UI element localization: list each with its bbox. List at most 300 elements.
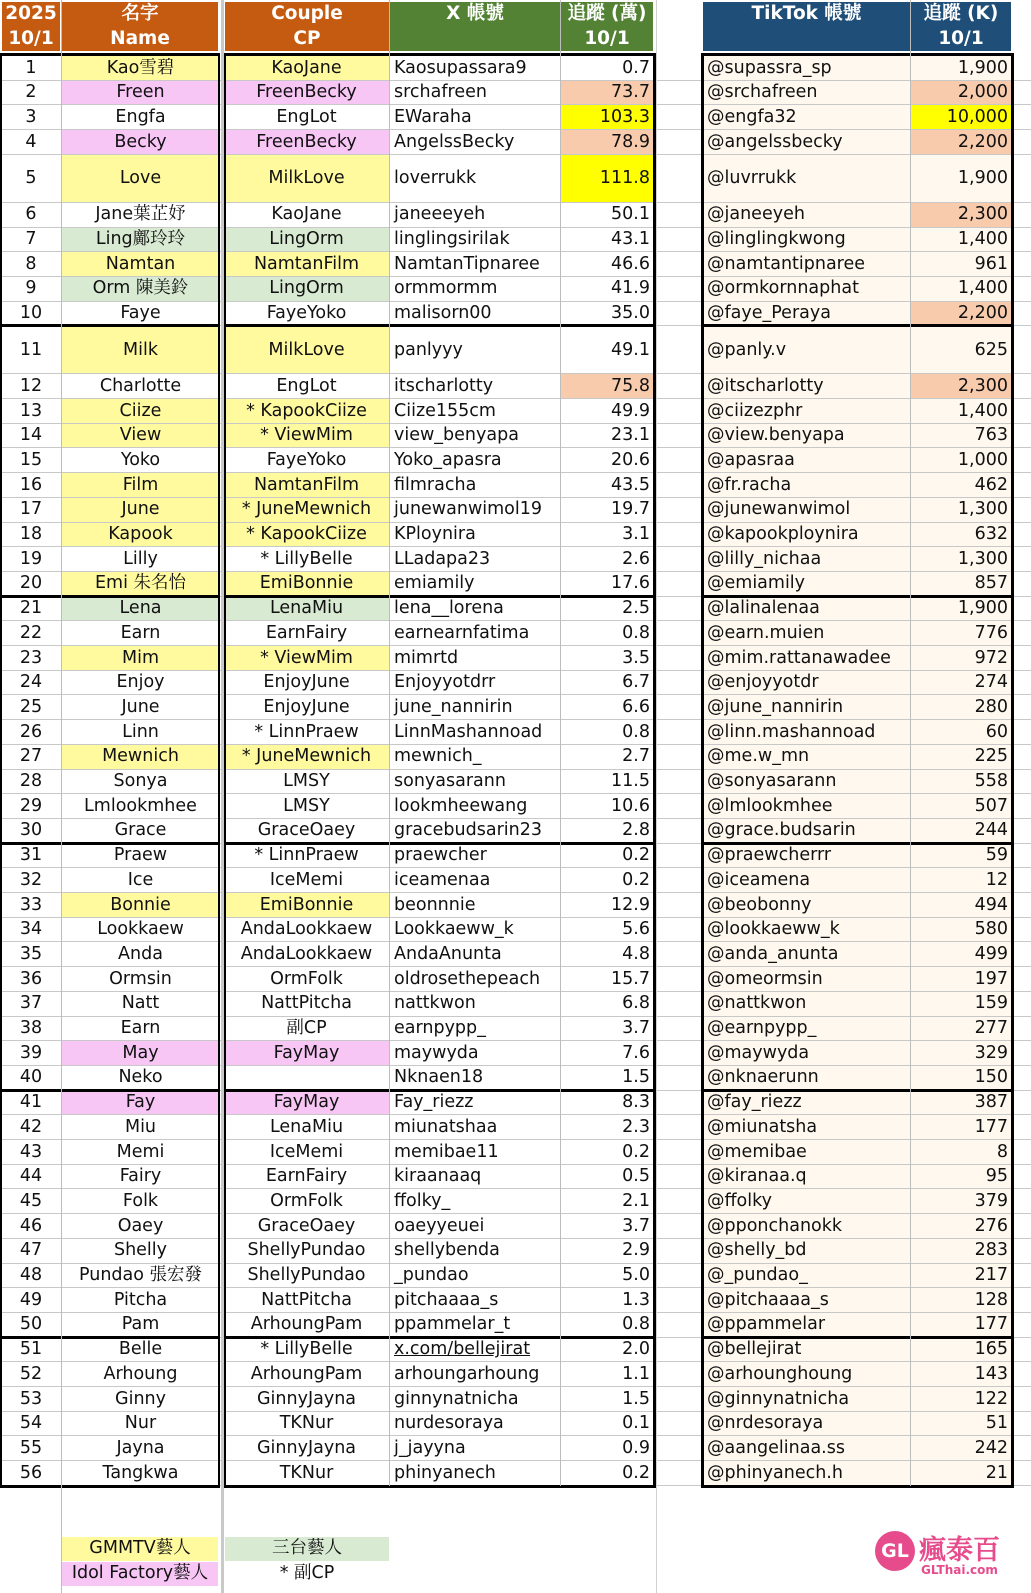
cp-cell: FayMay bbox=[224, 1041, 389, 1066]
tiktok-followers-cell: 1,900 bbox=[910, 155, 1012, 203]
x-account-cell: emiamily bbox=[394, 573, 475, 594]
x-followers-cell: 0.2 bbox=[622, 1462, 650, 1483]
cp-cell: FreenBecky bbox=[224, 81, 389, 106]
name-cell: Ormsin bbox=[109, 968, 172, 989]
x-followers-cell: 17.6 bbox=[611, 573, 650, 594]
row-number: 35 bbox=[19, 943, 43, 964]
cp-cell: EngLot bbox=[276, 106, 337, 127]
row-number: 56 bbox=[19, 1462, 43, 1483]
cp-cell: * JuneMewnich bbox=[224, 745, 389, 770]
group-separator bbox=[702, 842, 1012, 845]
cp-cell: * KapookCiize bbox=[224, 399, 389, 424]
cp-cell: OrmFolk bbox=[270, 1190, 343, 1211]
x-account-cell: shellybenda bbox=[394, 1240, 500, 1261]
tiktok-account-cell: @nrdesoraya bbox=[702, 1412, 910, 1437]
x-account-cell: Ciize155cm bbox=[394, 400, 496, 421]
name-cell: Faye bbox=[120, 303, 161, 324]
name-cell: Mewnich bbox=[62, 745, 219, 770]
row-number: 20 bbox=[19, 573, 43, 594]
tiktok-followers-cell: 280 bbox=[910, 695, 1012, 720]
header-tiktok-date: 10/1 bbox=[911, 27, 1011, 51]
row-number: 36 bbox=[19, 968, 43, 989]
tiktok-account-cell: @emiamily bbox=[702, 572, 910, 597]
tiktok-account-cell: @lalinalenaa bbox=[702, 597, 910, 622]
x-followers-cell: 2.9 bbox=[622, 1240, 650, 1261]
table-bottom-border bbox=[224, 1485, 654, 1488]
x-account-cell: janeeeyeh bbox=[394, 204, 486, 225]
x-followers-cell: 1.5 bbox=[622, 1388, 650, 1409]
tiktok-account-cell: @shelly_bd bbox=[702, 1239, 910, 1264]
x-followers-cell: 5.6 bbox=[622, 919, 650, 940]
x-account-cell: june_nannirin bbox=[394, 696, 513, 717]
tiktok-followers-cell: 122 bbox=[910, 1387, 1012, 1412]
tiktok-account-cell: @memibae bbox=[702, 1140, 910, 1165]
name-cell: Praew bbox=[113, 845, 168, 866]
name-cell: Lookkaew bbox=[97, 919, 184, 940]
x-followers-cell: 7.6 bbox=[622, 1042, 650, 1063]
group-separator bbox=[702, 53, 1012, 56]
group-separator bbox=[702, 1089, 1012, 1092]
cp-cell: GinnyJayna bbox=[256, 1437, 357, 1458]
tiktok-account-cell: @ginnynatnicha bbox=[702, 1387, 910, 1412]
tiktok-followers-cell: 1,400 bbox=[910, 228, 1012, 253]
x-followers-cell: 43.1 bbox=[611, 229, 650, 250]
x-followers-cell: 20.6 bbox=[611, 449, 650, 470]
logo-brand-text: 瘋泰百 bbox=[919, 1535, 1000, 1566]
x-followers-cell: 78.9 bbox=[560, 130, 654, 155]
tiktok-account-cell: @fay_riezz bbox=[702, 1091, 910, 1116]
group-separator bbox=[0, 53, 219, 56]
tiktok-followers-cell: 1,000 bbox=[910, 448, 1012, 473]
header-year: 2025 bbox=[2, 2, 60, 27]
tiktok-followers-cell: 177 bbox=[910, 1313, 1012, 1338]
tiktok-account-cell: @engfa32 bbox=[702, 105, 910, 130]
name-cell: Engfa bbox=[115, 106, 166, 127]
cp-cell: EmiBonnie bbox=[224, 893, 389, 918]
gl-badge-icon: GL bbox=[875, 1531, 915, 1571]
tiktok-followers-cell: 558 bbox=[910, 770, 1012, 795]
name-cell: Freen bbox=[62, 81, 219, 106]
name-cell: Lmlookmhee bbox=[84, 795, 197, 816]
group-separator bbox=[0, 324, 219, 327]
header-couple: Couple bbox=[225, 2, 389, 27]
group-separator bbox=[702, 324, 1012, 327]
cp-cell: ShellyPundao bbox=[247, 1265, 366, 1286]
group-separator bbox=[0, 1089, 219, 1092]
name-cell: Pam bbox=[121, 1314, 160, 1335]
name-cell: Emi 朱名怡 bbox=[62, 572, 219, 597]
row-number: 1 bbox=[25, 57, 37, 78]
tiktok-followers-cell: 1,400 bbox=[910, 277, 1012, 302]
tiktok-account-cell: @janeeyeh bbox=[702, 203, 910, 228]
name-cell: June bbox=[121, 696, 160, 717]
x-followers-cell: 1.3 bbox=[622, 1289, 650, 1310]
x-account-cell: pitchaaaa_s bbox=[394, 1289, 499, 1310]
row-number: 31 bbox=[19, 845, 43, 866]
x-account-cell: earnpypp_ bbox=[394, 1018, 486, 1039]
tiktok-account-cell: @earnpypp_ bbox=[702, 1017, 910, 1042]
x-followers-cell: 0.8 bbox=[622, 1314, 650, 1335]
tiktok-account-cell: @nknaerunn bbox=[702, 1066, 910, 1091]
row-number: 12 bbox=[19, 375, 43, 396]
tiktok-account-cell: @me.w_mn bbox=[702, 745, 910, 770]
x-followers-cell: 0.9 bbox=[622, 1437, 650, 1458]
cp-cell: FreenBecky bbox=[224, 130, 389, 155]
header-cp: CP bbox=[225, 27, 389, 51]
group-separator bbox=[224, 595, 654, 598]
tiktok-account-cell: @panly.v bbox=[702, 326, 910, 374]
x-account-cell: miunatshaa bbox=[394, 1116, 498, 1137]
name-cell: Tangkwa bbox=[102, 1462, 179, 1483]
x-followers-cell: 23.1 bbox=[611, 425, 650, 446]
header-tiktok-account-label: TikTok 帳號 bbox=[703, 2, 910, 27]
name-cell: Namtan bbox=[62, 252, 219, 277]
tiktok-followers-cell: 244 bbox=[910, 819, 1012, 844]
name-cell: Earn bbox=[120, 1018, 161, 1039]
header-x-account-label: X 帳號 bbox=[390, 2, 560, 27]
tiktok-account-cell: @luvrrukk bbox=[702, 155, 910, 203]
x-account-cell: mewnich_ bbox=[394, 746, 482, 767]
tiktok-account-cell: @maywyda bbox=[702, 1041, 910, 1066]
row-number: 38 bbox=[19, 1018, 43, 1039]
group-separator bbox=[0, 595, 219, 598]
tiktok-account-cell: @angelssbecky bbox=[702, 130, 910, 155]
x-account-cell: beonnnie bbox=[394, 894, 476, 915]
cp-cell: * LinnPraew bbox=[254, 845, 359, 866]
col-divider bbox=[389, 0, 390, 1486]
cp-cell: FayeYoko bbox=[266, 303, 347, 324]
x-followers-cell: 0.8 bbox=[622, 622, 650, 643]
x-account-cell: AngelssBecky bbox=[394, 131, 515, 152]
tiktok-followers-cell: 972 bbox=[910, 646, 1012, 671]
name-cell: Arhoung bbox=[103, 1363, 178, 1384]
cp-cell: LingOrm bbox=[224, 277, 389, 302]
x-account-cell: sonyasarann bbox=[394, 771, 506, 792]
tiktok-account-cell: @fr.racha bbox=[702, 473, 910, 498]
tiktok-account-cell: @sonyasarann bbox=[702, 770, 910, 795]
group-separator bbox=[224, 324, 654, 327]
cp-cell: * LinnPraew bbox=[254, 721, 359, 742]
legend-sub-cp: * 副CP bbox=[279, 1563, 335, 1584]
cp-cell: NamtanFilm bbox=[224, 473, 389, 498]
x-followers-cell: 12.9 bbox=[611, 894, 650, 915]
col-divider bbox=[560, 0, 561, 1486]
cp-cell: GinnyJayna bbox=[256, 1388, 357, 1409]
x-account-cell: Nknaen18 bbox=[394, 1067, 484, 1088]
name-cell: Natt bbox=[121, 993, 160, 1014]
x-followers-cell: 5.0 bbox=[622, 1265, 650, 1286]
tiktok-followers-cell: 177 bbox=[910, 1115, 1012, 1140]
cp-cell: ArhoungPam bbox=[250, 1363, 363, 1384]
tiktok-account-cell: @lilly_nichaa bbox=[702, 547, 910, 572]
tiktok-account-cell: @aangelinaa.ss bbox=[702, 1436, 910, 1461]
name-cell: Oaey bbox=[117, 1215, 164, 1236]
name-cell: Nur bbox=[124, 1413, 157, 1434]
tiktok-followers-cell: 329 bbox=[910, 1041, 1012, 1066]
group-separator bbox=[224, 842, 654, 845]
tiktok-account-cell: @junewanwimol bbox=[702, 498, 910, 523]
cp-cell: * KapookCiize bbox=[224, 523, 389, 548]
group-separator bbox=[702, 1336, 1012, 1339]
row-number: 19 bbox=[19, 548, 43, 569]
name-cell: Miu bbox=[124, 1116, 157, 1137]
row-number: 18 bbox=[19, 524, 43, 545]
x-account-cell: EWaraha bbox=[394, 106, 472, 127]
group-separator bbox=[224, 1089, 654, 1092]
x-followers-cell: 43.5 bbox=[611, 474, 650, 495]
table-bottom-border bbox=[702, 1485, 1012, 1488]
row-number: 44 bbox=[19, 1166, 43, 1187]
tiktok-followers-cell: 625 bbox=[910, 326, 1012, 374]
row-number: 51 bbox=[19, 1339, 43, 1360]
x-followers-cell: 103.3 bbox=[560, 105, 654, 130]
tiktok-account-cell: @nattkwon bbox=[702, 992, 910, 1017]
x-followers-cell: 0.1 bbox=[622, 1413, 650, 1434]
name-cell: Yoko bbox=[120, 449, 161, 470]
row-number: 52 bbox=[19, 1363, 43, 1384]
logo-site-text: GLThai.com bbox=[921, 1563, 998, 1577]
name-cell: Ciize bbox=[62, 399, 219, 424]
x-account-cell: view_benyapa bbox=[394, 425, 519, 446]
tiktok-account-cell: @itscharlotty bbox=[702, 374, 910, 399]
row-number: 13 bbox=[19, 400, 43, 421]
row-number: 39 bbox=[19, 1042, 43, 1063]
tiktok-followers-cell: 1,900 bbox=[910, 597, 1012, 622]
tiktok-followers-cell: 159 bbox=[910, 992, 1012, 1017]
row-number: 32 bbox=[19, 869, 43, 890]
tiktok-account-cell: @ciizezphr bbox=[702, 399, 910, 424]
x-followers-cell: 6.8 bbox=[622, 993, 650, 1014]
x-followers-cell: 0.7 bbox=[622, 57, 650, 78]
row-number: 4 bbox=[25, 131, 37, 152]
row-number: 42 bbox=[19, 1116, 43, 1137]
tiktok-account-cell: @iceamena bbox=[702, 868, 910, 893]
tiktok-followers-cell: 21 bbox=[910, 1461, 1012, 1486]
x-account-cell: junewanwimol19 bbox=[394, 499, 542, 520]
row-number: 17 bbox=[19, 499, 43, 520]
tiktok-followers-cell: 276 bbox=[910, 1214, 1012, 1239]
x-account-cell: ffolky_ bbox=[394, 1190, 451, 1211]
name-cell: Sonya bbox=[113, 771, 168, 792]
tiktok-followers-cell: 95 bbox=[910, 1165, 1012, 1190]
tiktok-account-cell: @ppammelar bbox=[702, 1313, 910, 1338]
row-number: 24 bbox=[19, 672, 43, 693]
tiktok-account-cell: @beobonny bbox=[702, 893, 910, 918]
row-number: 8 bbox=[25, 253, 37, 274]
tiktok-followers-cell: 59 bbox=[910, 844, 1012, 869]
cp-cell: EnjoyJune bbox=[263, 696, 350, 717]
x-account-cell: lookmheewang bbox=[394, 795, 528, 816]
row-number: 40 bbox=[19, 1067, 43, 1088]
tiktok-followers-cell: 507 bbox=[910, 794, 1012, 819]
cp-cell: IceMemi bbox=[269, 869, 344, 890]
name-cell: Kao雪碧 bbox=[62, 56, 219, 81]
tiktok-account-cell: @phinyanech.h bbox=[702, 1461, 910, 1486]
name-cell: Pitcha bbox=[113, 1289, 168, 1310]
x-followers-cell: 3.7 bbox=[622, 1215, 650, 1236]
row-number: 3 bbox=[25, 106, 37, 127]
row-number: 49 bbox=[19, 1289, 43, 1310]
header-date: 10/1 bbox=[2, 27, 60, 51]
name-cell: Orm 陳美鈴 bbox=[62, 277, 219, 302]
cp-cell: LingOrm bbox=[224, 228, 389, 253]
tiktok-account-cell: @bellejirat bbox=[702, 1338, 910, 1363]
x-account-cell: memibae11 bbox=[394, 1141, 499, 1162]
x-account-cell: phinyanech bbox=[394, 1462, 496, 1483]
row-number: 11 bbox=[19, 339, 43, 360]
table-bottom-border bbox=[0, 1485, 219, 1488]
tiktok-account-cell: @arhounghoung bbox=[702, 1362, 910, 1387]
x-followers-cell: 3.5 bbox=[622, 647, 650, 668]
x-followers-cell: 3.1 bbox=[622, 524, 650, 545]
tiktok-followers-cell: 217 bbox=[910, 1264, 1012, 1289]
row-number: 45 bbox=[19, 1190, 43, 1211]
cp-cell: IceMemi bbox=[269, 1141, 344, 1162]
x-followers-cell: 1.1 bbox=[622, 1363, 650, 1384]
cp-cell: EarnFairy bbox=[265, 622, 348, 643]
cp-cell: * LillyBelle bbox=[260, 1339, 353, 1360]
name-cell: Charlotte bbox=[99, 375, 182, 396]
tiktok-followers-cell: 12 bbox=[910, 868, 1012, 893]
cp-cell bbox=[224, 1066, 389, 1091]
tiktok-followers-cell: 632 bbox=[910, 523, 1012, 548]
cp-cell: MilkLove bbox=[224, 326, 389, 374]
row-number: 47 bbox=[19, 1240, 43, 1261]
x-followers-cell: 2.0 bbox=[622, 1339, 650, 1360]
x-account-cell: ppammelar_t bbox=[394, 1314, 511, 1335]
x-followers-cell: 46.6 bbox=[611, 253, 650, 274]
cp-cell: EarnFairy bbox=[265, 1166, 348, 1187]
tiktok-account-cell: @earn.muien bbox=[702, 621, 910, 646]
name-cell: View bbox=[62, 424, 219, 449]
row-number: 14 bbox=[19, 425, 43, 446]
name-cell: May bbox=[62, 1041, 219, 1066]
cp-cell: TKNur bbox=[279, 1413, 334, 1434]
x-followers-cell: 19.7 bbox=[611, 499, 650, 520]
cp-cell: FayeYoko bbox=[266, 449, 347, 470]
name-cell: Belle bbox=[118, 1339, 163, 1360]
group-separator bbox=[224, 53, 654, 56]
x-account-cell: maywyda bbox=[394, 1042, 479, 1063]
row-number: 26 bbox=[19, 721, 43, 742]
cp-cell: * JuneMewnich bbox=[224, 498, 389, 523]
tiktok-account-cell: @linn.mashannoad bbox=[702, 720, 910, 745]
tiktok-followers-cell: 2,300 bbox=[910, 374, 1012, 399]
name-cell: Ginny bbox=[115, 1388, 166, 1409]
x-account-cell: filmracha bbox=[394, 474, 477, 495]
table-left-border bbox=[0, 53, 2, 1488]
cp-cell: EngLot bbox=[276, 375, 337, 396]
tiktok-followers-cell: 1,900 bbox=[910, 56, 1012, 81]
tiktok-account-cell: @enjoyyotdr bbox=[702, 671, 910, 696]
x-account-cell: NamtanTipnaree bbox=[394, 253, 540, 274]
cp-cell: GraceOaey bbox=[257, 1215, 356, 1236]
cp-cell: EmiBonnie bbox=[224, 572, 389, 597]
group-separator bbox=[224, 1336, 654, 1339]
name-cell: Becky bbox=[62, 130, 219, 155]
cp-cell: FayMay bbox=[224, 1091, 389, 1116]
cp-cell: LenaMiu bbox=[224, 597, 389, 622]
x-account-cell: nattkwon bbox=[394, 993, 476, 1014]
name-cell: Anda bbox=[118, 943, 163, 964]
x-account-cell: Yoko_apasra bbox=[394, 449, 502, 470]
row-number: 41 bbox=[19, 1092, 43, 1113]
x-account-cell: kiraanaaq bbox=[394, 1166, 482, 1187]
tiktok-followers-cell: 1,400 bbox=[910, 399, 1012, 424]
tiktok-followers-cell: 8 bbox=[910, 1140, 1012, 1165]
x-account-cell: AndaAnunta bbox=[394, 943, 502, 964]
x-followers-cell: 0.2 bbox=[622, 845, 650, 866]
cp-cell: LenaMiu bbox=[269, 1116, 344, 1137]
x-account-cell: oldrosethepeach bbox=[394, 968, 541, 989]
legend-gmmtv: GMMTV藝人 bbox=[62, 1537, 218, 1561]
name-cell: Milk bbox=[62, 326, 219, 374]
legend-channel3: 三台藝人 bbox=[225, 1537, 389, 1561]
tiktok-account-cell: @_pundao_ bbox=[702, 1264, 910, 1289]
tiktok-followers-cell: 1,300 bbox=[910, 547, 1012, 572]
tiktok-followers-cell: 379 bbox=[910, 1189, 1012, 1214]
row-number: 37 bbox=[19, 993, 43, 1014]
x-followers-cell: 50.1 bbox=[611, 204, 650, 225]
x-account-cell: Lookkaeww_k bbox=[394, 919, 514, 940]
x-followers-cell: 2.1 bbox=[622, 1190, 650, 1211]
tiktok-followers-cell: 2,300 bbox=[910, 203, 1012, 228]
x-followers-cell: 11.5 bbox=[611, 771, 650, 792]
tiktok-account-cell: @kapookploynira bbox=[702, 523, 910, 548]
x-followers-cell: 0.8 bbox=[622, 721, 650, 742]
cp-cell: MilkLove bbox=[224, 155, 389, 203]
group-separator bbox=[702, 595, 1012, 598]
legend-idol-factory: Idol Factory藝人 bbox=[62, 1562, 218, 1586]
col-divider bbox=[61, 0, 62, 1593]
col-divider bbox=[910, 0, 911, 1486]
tiktok-followers-cell: 1,300 bbox=[910, 498, 1012, 523]
x-account-cell: Enjoyyotdrr bbox=[394, 672, 496, 693]
tiktok-followers-cell: 283 bbox=[910, 1239, 1012, 1264]
name-cell: Fairy bbox=[119, 1166, 162, 1187]
x-account-cell: lena__lorena bbox=[394, 598, 504, 619]
x-account-cell: praewcher bbox=[394, 845, 487, 866]
tiktok-followers-cell: 961 bbox=[910, 252, 1012, 277]
cp-cell: NamtanFilm bbox=[224, 252, 389, 277]
name-cell: Jayna bbox=[116, 1437, 165, 1458]
tiktok-account-cell: @lookkaeww_k bbox=[702, 918, 910, 943]
tiktok-followers-cell: 2,000 bbox=[910, 81, 1012, 106]
name-cell: Folk bbox=[122, 1190, 159, 1211]
x-followers-cell: 8.3 bbox=[622, 1092, 650, 1113]
x-followers-cell: 0.2 bbox=[622, 869, 650, 890]
cp-cell: OrmFolk bbox=[270, 968, 343, 989]
cp-cell: GraceOaey bbox=[257, 820, 356, 841]
x-account-cell[interactable]: x.com/bellejirat bbox=[394, 1339, 531, 1360]
name-cell: Neko bbox=[118, 1067, 163, 1088]
x-followers-cell: 6.6 bbox=[622, 696, 650, 717]
col-gap bbox=[656, 0, 657, 1593]
x-followers-cell: 15.7 bbox=[611, 968, 650, 989]
tiktok-followers-cell: 2,200 bbox=[910, 302, 1012, 327]
tiktok-followers-cell: 143 bbox=[910, 1362, 1012, 1387]
row-number: 7 bbox=[25, 229, 37, 250]
name-cell: Earn bbox=[120, 622, 161, 643]
x-account-cell: ormmormm bbox=[394, 278, 498, 299]
x-account-cell: _pundao bbox=[394, 1265, 469, 1286]
name-cell: Linn bbox=[122, 721, 159, 742]
x-followers-cell: 0.5 bbox=[622, 1166, 650, 1187]
cp-cell: * LillyBelle bbox=[260, 548, 353, 569]
header-name-en: Name bbox=[62, 27, 218, 51]
tiktok-account-cell: @lmlookmhee bbox=[702, 794, 910, 819]
col-divider-thick bbox=[218, 53, 220, 1488]
